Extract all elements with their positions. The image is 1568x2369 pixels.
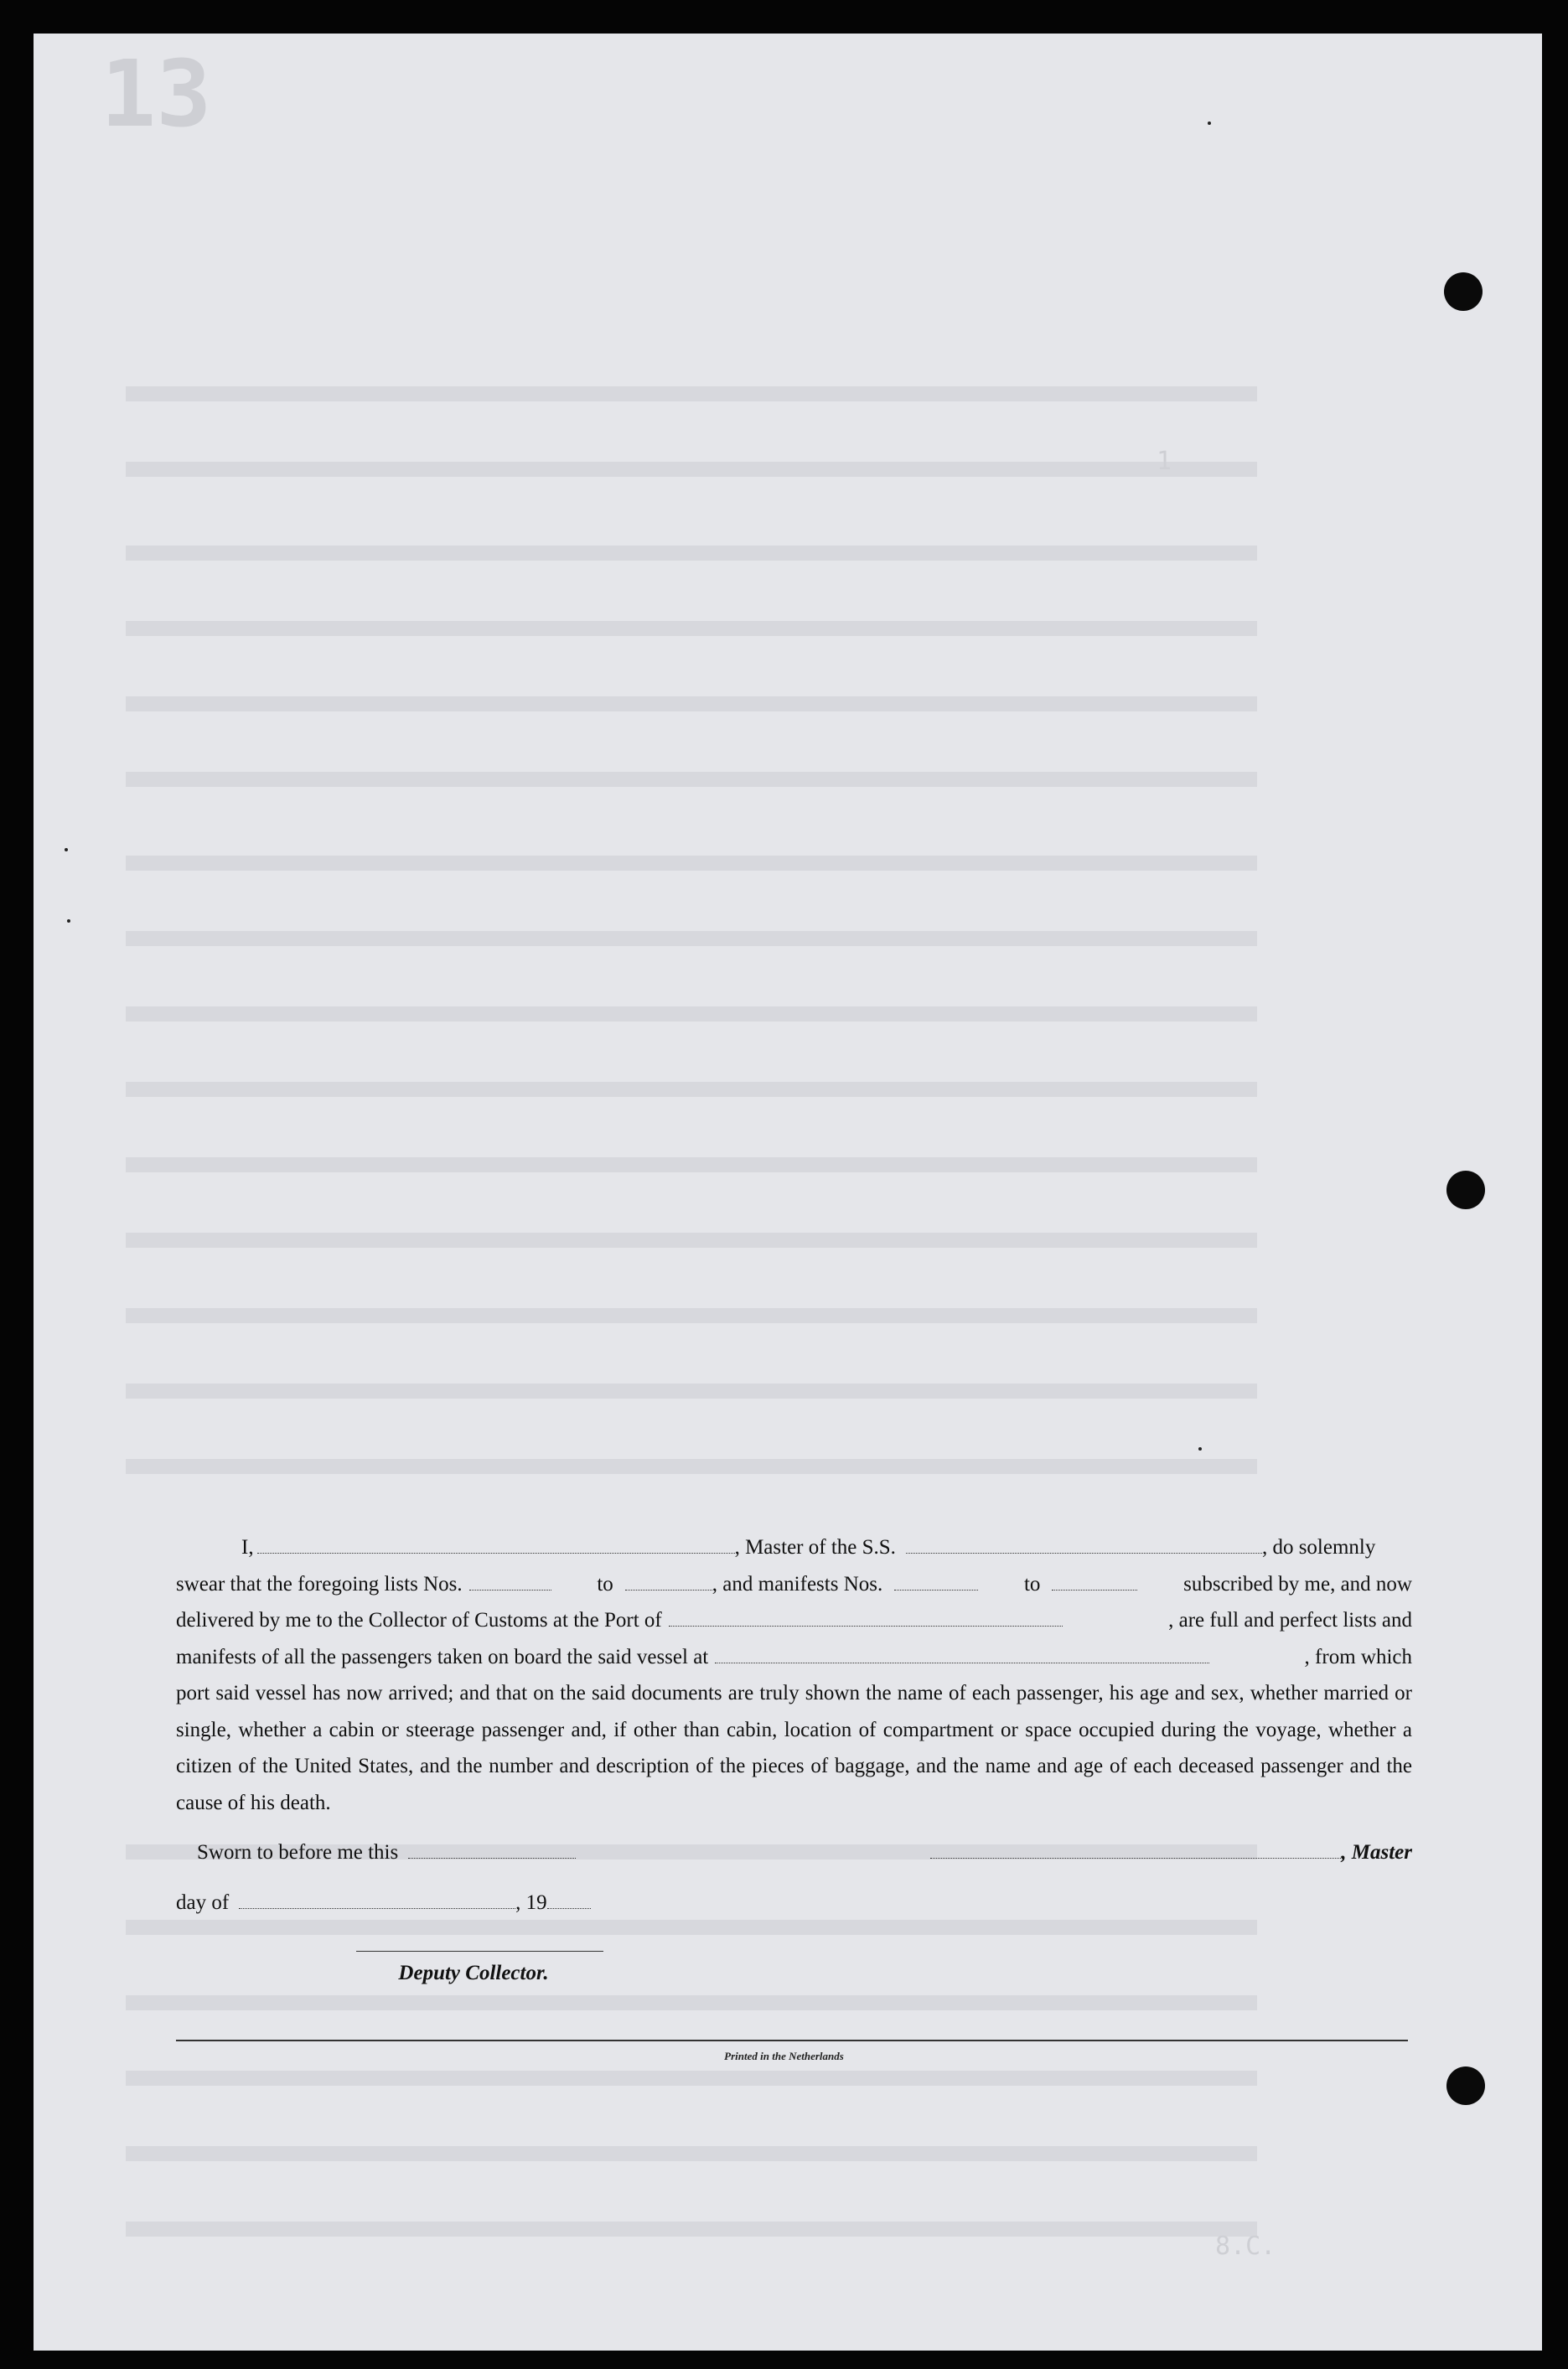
deputy-block bbox=[339, 1936, 608, 1992]
declaration-text: , and manifests Nos. bbox=[712, 1572, 883, 1596]
declaration-line bbox=[176, 1529, 1412, 1566]
master-signature-blank[interactable] bbox=[930, 1839, 1341, 1860]
sworn-label: Sworn to before me this bbox=[197, 1841, 399, 1864]
day-label: day of bbox=[176, 1891, 230, 1914]
declaration-text: delivered by me to the Collector of Customs at the Port of bbox=[176, 1609, 662, 1632]
speck bbox=[1208, 122, 1211, 125]
master-label: , Master bbox=[1341, 1841, 1412, 1864]
printed-in-label: Printed in the Netherlands bbox=[724, 2050, 844, 2062]
deputy-collector-label: Deputy Collector. bbox=[398, 1962, 549, 1984]
year-blank[interactable] bbox=[547, 1889, 591, 1909]
declaration-text: manifests of all the passengers taken on board the said vessel at bbox=[176, 1645, 709, 1668]
declaration-text: , Master of the S.S. bbox=[734, 1536, 896, 1559]
master-name-blank[interactable] bbox=[257, 1534, 735, 1554]
speck bbox=[67, 919, 70, 923]
declaration-text: I, bbox=[241, 1536, 254, 1559]
declaration-text: , do solemnly bbox=[1261, 1536, 1376, 1559]
departure-port-blank[interactable] bbox=[715, 1643, 1209, 1663]
svg-text:13: 13 bbox=[101, 40, 212, 147]
port-blank[interactable] bbox=[669, 1607, 1063, 1627]
declaration-text: to bbox=[1023, 1572, 1041, 1596]
declaration-line bbox=[176, 1639, 1412, 1676]
svg-text:8.C.: 8.C. bbox=[1215, 2232, 1276, 2261]
document-page bbox=[34, 34, 1542, 2351]
sworn-row bbox=[176, 1834, 1412, 1871]
year-prefix: , 19 bbox=[515, 1891, 547, 1914]
punch-hole bbox=[1444, 272, 1483, 311]
declaration-text: subscribed by me, and now bbox=[1183, 1572, 1412, 1596]
list-to-blank[interactable] bbox=[625, 1570, 712, 1591]
declaration-line bbox=[176, 1602, 1412, 1639]
declaration-form bbox=[176, 1529, 1412, 1992]
deputy-signature-line[interactable] bbox=[356, 1936, 603, 1952]
list-from-blank[interactable] bbox=[469, 1570, 551, 1591]
speck bbox=[65, 848, 68, 851]
declaration-text: , from which bbox=[1304, 1645, 1412, 1668]
month-blank[interactable] bbox=[239, 1889, 515, 1909]
declaration-line bbox=[176, 1566, 1412, 1603]
manifest-from-blank[interactable] bbox=[894, 1570, 978, 1591]
declaration-text: , are full and perfect lists and bbox=[1168, 1609, 1412, 1632]
declaration-text: swear that the foregoing lists Nos. bbox=[176, 1572, 463, 1596]
punch-hole bbox=[1446, 1171, 1485, 1209]
svg-text:1: 1 bbox=[1157, 447, 1172, 476]
punch-hole bbox=[1446, 2066, 1485, 2105]
sworn-date-blank[interactable] bbox=[408, 1839, 576, 1860]
manifest-to-blank[interactable] bbox=[1052, 1570, 1137, 1591]
declaration-paragraph: port said vessel has now arrived; and that on the said documents are truly shown the name of each passenger, his age and sex, whether married or single, whether a cabin or steerage passenger and, if other than cabin, location of compartment or space occupied during the voyage, whether a citizen of the United States, and the number and description of the pieces of baggage, and the name and age of each deceased passenger and the cause of his death. bbox=[176, 1682, 1412, 1814]
speck bbox=[1198, 1447, 1202, 1451]
declaration-text: to bbox=[597, 1572, 613, 1596]
bottom-rule bbox=[176, 2040, 1408, 2041]
day-row bbox=[176, 1885, 1412, 1922]
ship-name-blank[interactable] bbox=[906, 1534, 1262, 1554]
